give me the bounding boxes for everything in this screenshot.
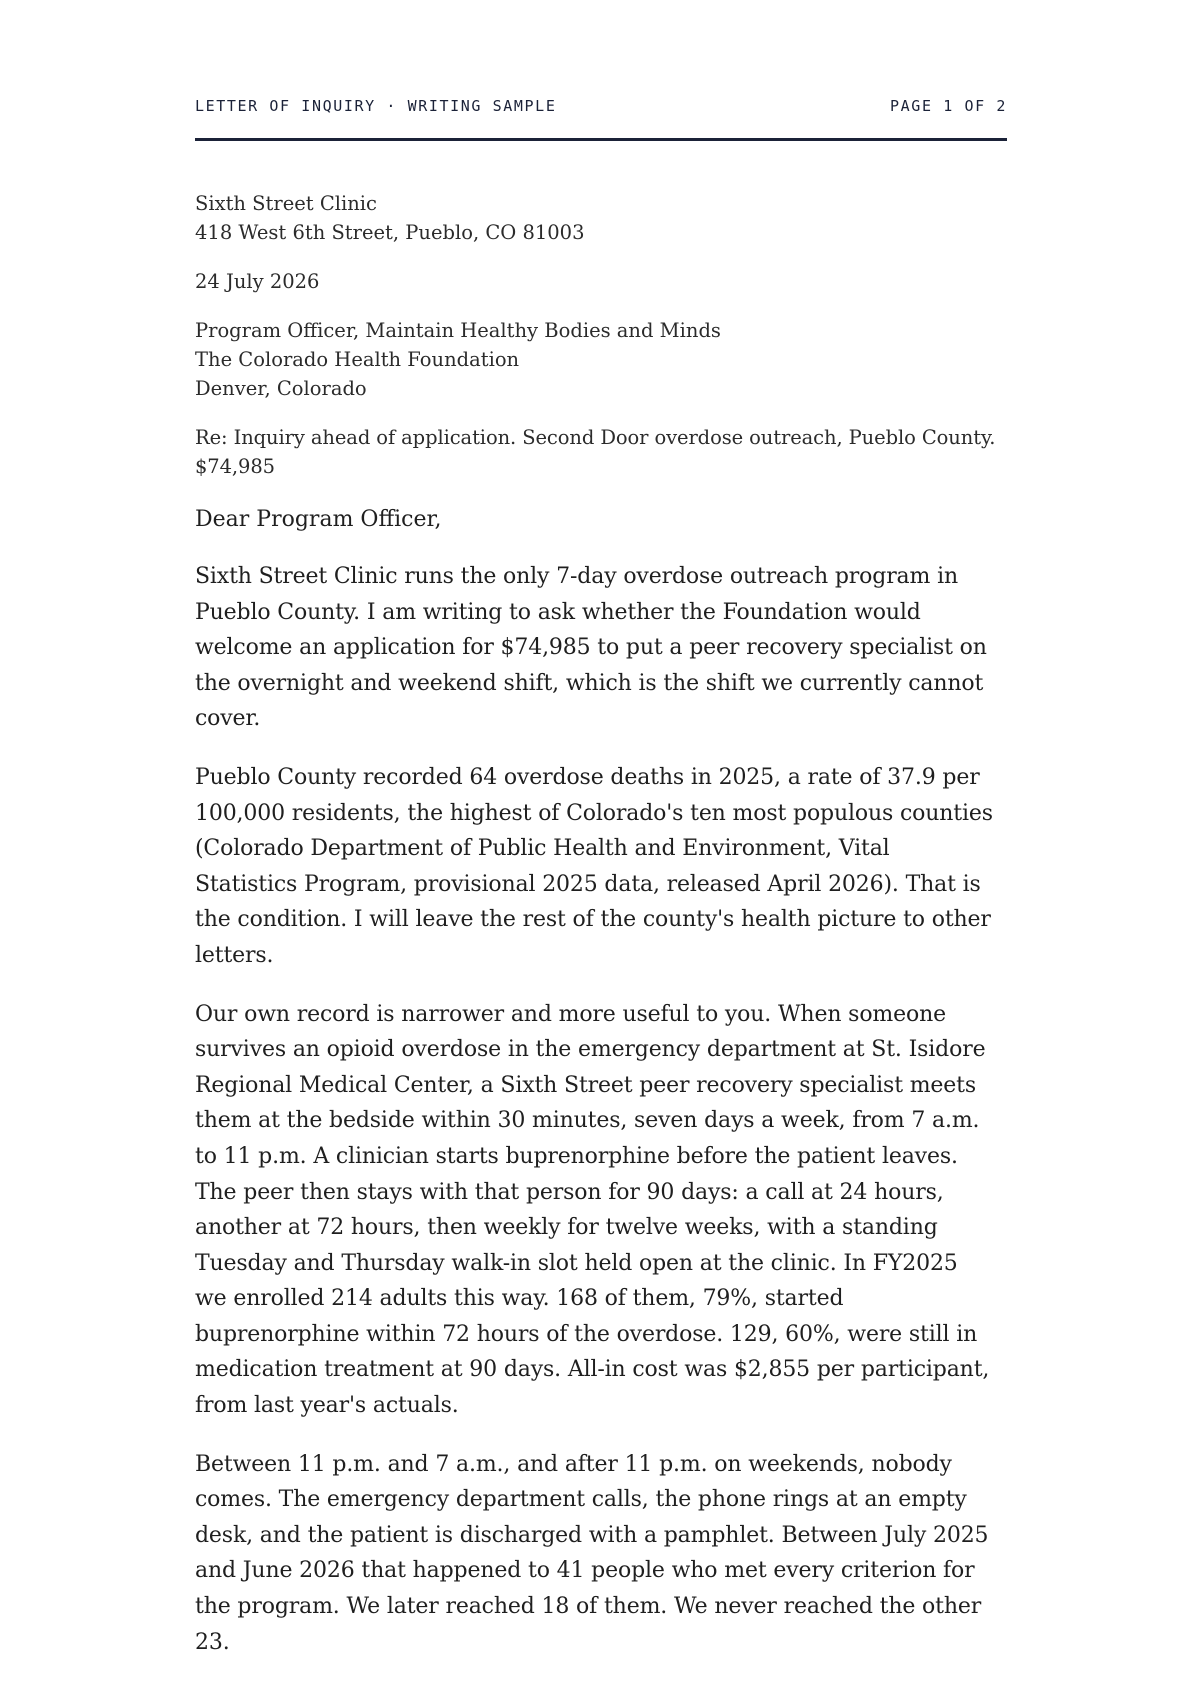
- paragraph-line: Tuesday and Thursday walk-in slot held open at the clinic. In FY2025: [195, 1250, 958, 1276]
- subject-line-1: Re: Inquiry ahead of application. Second Door overdose outreach, Pueblo County.: [195, 426, 996, 449]
- letter-date: [195, 267, 1007, 296]
- sender-name: Sixth Street Clinic: [195, 192, 377, 215]
- paragraph-line: the overnight and weekend shift, which is the shift we currently cannot: [195, 670, 984, 696]
- header-page-number: PAGE 1 OF 2: [890, 97, 1007, 115]
- paragraph-line: 100,000 residents, the highest of Colorado's ten most populous counties: [195, 800, 993, 826]
- header-document-label: LETTER OF INQUIRY · WRITING SAMPLE: [195, 97, 557, 115]
- body-paragraph-2: [195, 760, 1007, 974]
- paragraph-line: Our own record is narrower and more useful to you. When someone: [195, 1001, 946, 1027]
- date-text: 24 July 2026: [195, 270, 320, 293]
- sender-block: [195, 189, 1007, 247]
- subject-line: [195, 423, 1007, 481]
- running-header: [195, 97, 1007, 119]
- paragraph-line: Statistics Program, provisional 2025 data, released April 2026). That is: [195, 871, 981, 897]
- paragraph-line: survives an opioid overdose in the emergency department at St. Isidore: [195, 1037, 986, 1063]
- header-divider: [195, 138, 1007, 141]
- salutation: Dear Program Officer,: [195, 507, 442, 532]
- recipient-block: [195, 316, 1007, 403]
- paragraph-line: letters.: [195, 942, 274, 968]
- paragraph-line: Pueblo County. I am writing to ask whether the Foundation would: [195, 599, 921, 625]
- recipient-title: Program Officer, Maintain Healthy Bodies and Minds: [195, 319, 721, 342]
- paragraph-line: to 11 p.m. A clinician starts buprenorphine before the patient leaves.: [195, 1143, 958, 1169]
- body-paragraph-3: [195, 997, 1007, 1424]
- paragraph-line: comes. The emergency department calls, the phone rings at an empty: [195, 1487, 967, 1513]
- paragraph-line: buprenorphine within 72 hours of the overdose. 129, 60%, were still in: [195, 1321, 978, 1347]
- paragraph-line: welcome an application for $74,985 to put a peer recovery specialist on: [195, 635, 987, 661]
- paragraph-line: another at 72 hours, then weekly for twelve weeks, with a standing: [195, 1215, 938, 1241]
- paragraph-line: we enrolled 214 adults this way. 168 of them, 79%, started: [195, 1286, 844, 1312]
- sender-address: 418 West 6th Street, Pueblo, CO 81003: [195, 221, 585, 244]
- paragraph-line: the condition. I will leave the rest of the county's health picture to other: [195, 907, 991, 933]
- paragraph-line: medication treatment at 90 days. All-in cost was $2,855 per participant,: [195, 1357, 990, 1383]
- paragraph-line: the program. We later reached 18 of them. We never reached the other: [195, 1594, 982, 1620]
- paragraph-line: 23.: [195, 1629, 230, 1655]
- paragraph-line: Regional Medical Center, a Sixth Street peer recovery specialist meets: [195, 1072, 977, 1098]
- letter-body: [195, 189, 1007, 1683]
- paragraph-line: (Colorado Department of Public Health and Environment, Vital: [195, 836, 890, 862]
- paragraph-line: from last year's actuals.: [195, 1393, 459, 1419]
- recipient-organization: The Colorado Health Foundation: [195, 348, 520, 371]
- body-paragraph-1: [195, 559, 1007, 737]
- paragraph-line: Sixth Street Clinic runs the only 7-day overdose outreach program in: [195, 564, 958, 589]
- paragraph-line: The peer then stays with that person for 90 days: a call at 24 hours,: [195, 1179, 944, 1205]
- subject-line-2: $74,985: [195, 455, 275, 478]
- recipient-location: Denver, Colorado: [195, 377, 367, 400]
- paragraph-line: and June 2026 that happened to 41 people who met every criterion for: [195, 1558, 975, 1584]
- body-paragraph-4: [195, 1447, 1007, 1661]
- paragraph-line: them at the bedside within 30 minutes, seven days a week, from 7 a.m.: [195, 1108, 980, 1134]
- paragraph-line: desk, and the patient is discharged with a pamphlet. Between July 2025: [195, 1522, 989, 1548]
- paragraph-line: Between 11 p.m. and 7 a.m., and after 11 p.m. on weekends, nobody: [195, 1451, 952, 1477]
- paragraph-line: cover.: [195, 706, 261, 732]
- paragraph-line: Pueblo County recorded 64 overdose deaths in 2025, a rate of 37.9 per: [195, 764, 980, 790]
